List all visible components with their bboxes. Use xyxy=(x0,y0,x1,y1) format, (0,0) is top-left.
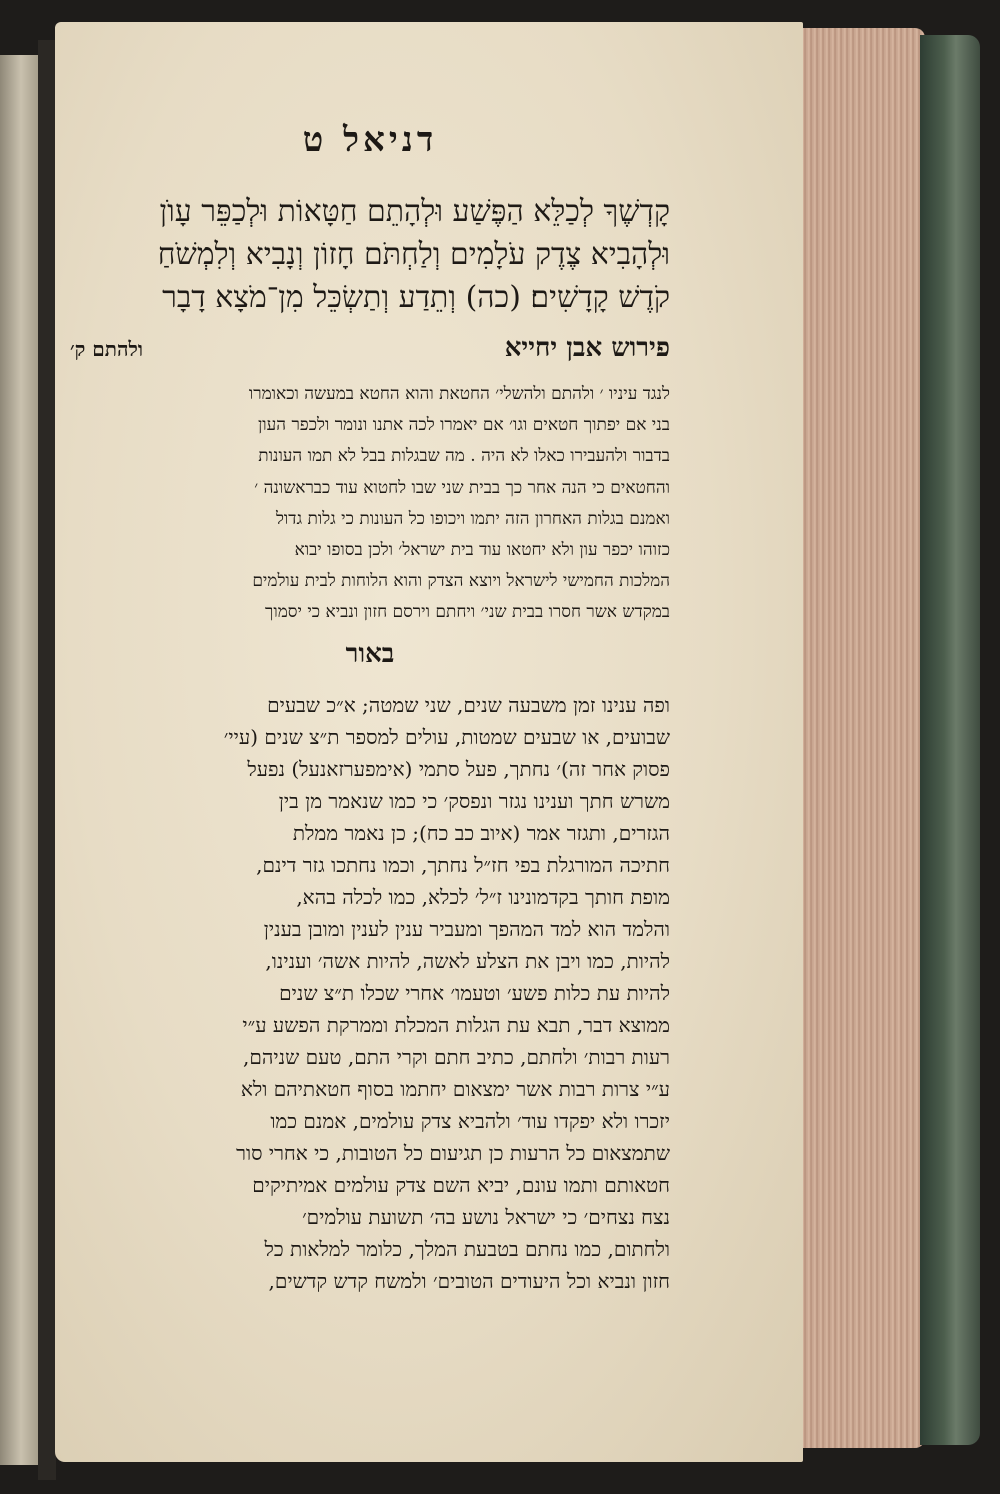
biur-line: נצח נצחים׳ כי ישראל נושע בה׳ תשועת עולמים׳ xyxy=(302,1204,670,1229)
commentary-line: ואמנם בגלות האחרון הזה יתמו ויכופו כל העונות כי גלות גדול xyxy=(275,508,670,529)
biur-line: ולחתום, כמו נחתם בטבעת המלך, כלומר למלאות כל xyxy=(264,1236,670,1261)
biur-line: ופה ענינו זמן משבעה שנים, שני שמטה; א״כ שבעים xyxy=(267,692,670,717)
verse-line: וּלְהָבִיא צֶדֶק עֹלָמִים וְלַחְתֹּם חָזוֹן וְנָבִיא וְלִמְשֹׁחַ xyxy=(157,237,670,272)
commentary-lemma: ולהתם ק׳ xyxy=(70,337,143,361)
commentary-line: בדבור ולהעבירו כאלו לא היה . מה שבגלות בבל לא תמו העונות xyxy=(258,446,670,467)
biur-line: חטאותם ותמו עונם, יביא השם צדק עולמים אמיתיקים xyxy=(252,1172,670,1197)
biur-text xyxy=(70,689,670,1297)
commentary-heading xyxy=(70,333,670,369)
biur-line: חתיכה המורגלת בפי חז״ל נחתך, וכמו נחתכו גזר דינם, xyxy=(256,852,670,877)
commentary-title: פירוש אבן יחייא xyxy=(504,333,670,363)
biur-line: ע״י צרות רבות אשר ימצאום יחתמו בסוף חטאתיהם ולא xyxy=(240,1076,670,1101)
book-cover xyxy=(920,35,980,1445)
verse-line: קָדְשֶׁךָ לְכַלֵּא הַפֶּשַׁע וּלְהָתֵם חַטָּאוֹת וּלְכַפֵּר עָוֺן xyxy=(159,194,670,229)
biur-line: להיות עת כלות פשע׳ וטעמו׳ אחרי שכלו ת״צ שנים xyxy=(279,980,670,1005)
commentary-line: והחטאים כי הנה אחר כך בבית שני שבו לחטוא עוד כבראשונה ׳ xyxy=(254,477,670,498)
biur-line: שתמצאום כל הרעות כן תגיעום כל הטובות, כי אחרי סור xyxy=(236,1140,670,1165)
biur-heading: באור xyxy=(345,638,395,669)
commentary-line: לנגד עיניו ׳ ולהתם ולהשלי׳ החטאת והוא החטא במעשה וכאומרו xyxy=(248,384,670,404)
commentary-line: המלכות החמישי לישראל ויוצא הצדק והוא הלוחות לבית עולמים xyxy=(252,571,670,592)
verse-text xyxy=(70,190,670,319)
biur-line: משרש חתך וענינו נגזר ונפסק׳ כי כמו שנאמר מן בין xyxy=(278,788,670,813)
commentary-line: כזוהו יכפר עון ולא יחטאו עוד בית ישראל׳ ולכן בסופו יבוא xyxy=(294,539,670,560)
page-text xyxy=(70,120,670,1297)
biur-line: פסוק אחר זה)׳ נחתך, פעל סתמי (אימפערזאנעל) נפעל xyxy=(247,756,670,781)
biur-line: חזון ונביא וכל היעודים הטובים׳ ולמשח קדש קדשים, xyxy=(268,1268,670,1293)
biur-line: הגזרים, ותגזר אמר (איוב כב כח); כן נאמר ממלת xyxy=(292,820,670,845)
page-block-edges xyxy=(795,28,925,1448)
commentary-line: במקדש אשר חסרו בבית שני׳ ויחתם וירסם חזון ונביא כי יסמוך xyxy=(265,602,670,623)
running-head: דניאל ט xyxy=(302,120,438,160)
commentary-line: בני אם יפתוך חטאים וגו׳ אם יאמרו לכה אתנו ונומר ולכפר העון xyxy=(257,415,670,436)
biur-line: יזכרו ולא יפקדו עוד׳ ולהביא צדק עולמים, אמנם כמו xyxy=(270,1108,670,1133)
book-gutter xyxy=(38,40,56,1480)
verse-line: קֹדֶשׁ קָדָשִׁים׃ (כה) וְתֵדַע וְתַשְׂכֵּל מִן־מֹצָא דָבָר xyxy=(162,280,670,315)
biur-line: רעות רבות׳ ולחתם, כתיב חתם וקרי התם, טעם שניהם, xyxy=(243,1044,670,1069)
biur-line: להיות, כמו ויבן את הצלע לאשה, להיות אשה׳ וענינו, xyxy=(265,948,670,973)
commentary-text xyxy=(70,379,670,629)
biur-line: מופת חותך בקדמונינו ז״ל׳ לכלא, כמו לכלה בהא, xyxy=(296,884,670,909)
biur-line: והלמד הוא למד המהפך ומעביר ענין לענין ומובן בענין xyxy=(263,916,670,941)
biur-line: שבועים, או שבעים שמטות, עולים למספר ת״צ שנים (עיי׳ xyxy=(223,724,670,749)
left-page-edge xyxy=(0,55,41,1465)
biur-line: ממוצא דבר, תבא עת הגלות המכלת וממרקת הפשע ע״י xyxy=(242,1012,670,1037)
